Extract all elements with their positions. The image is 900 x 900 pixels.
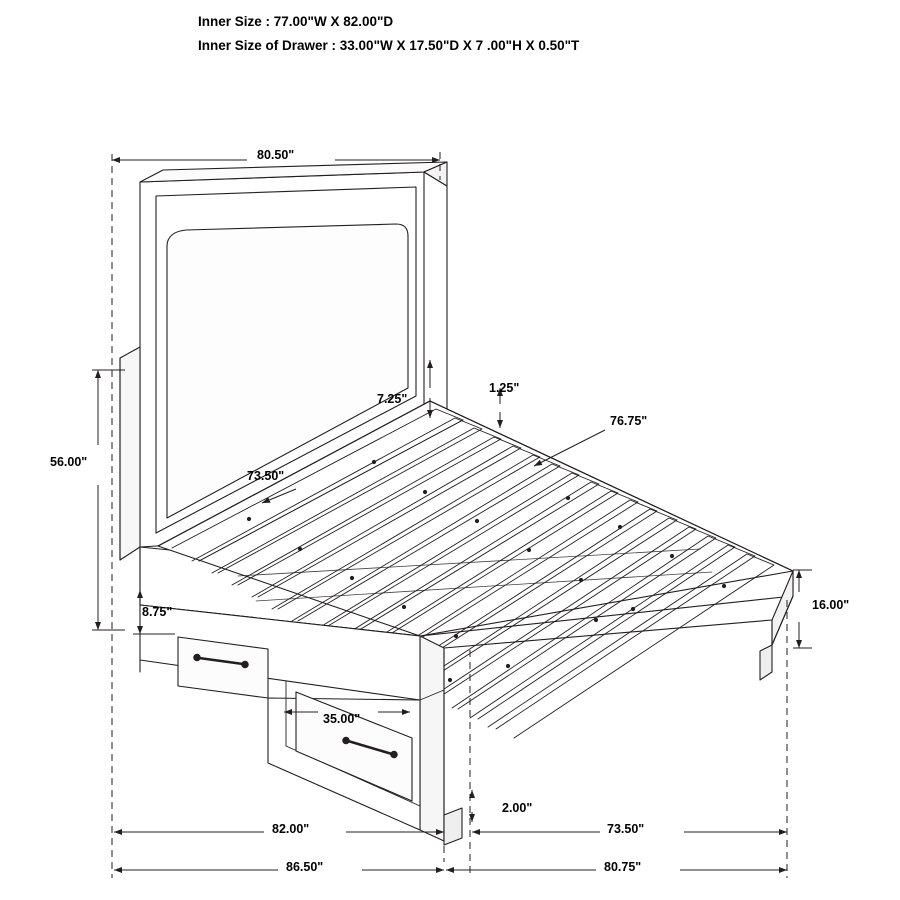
dim-headboard-width: 80.50" [257,148,295,162]
dim-headboard-inset: 7.25" [377,392,408,406]
dim-side-height: 16.00" [812,598,850,612]
dim-deck-width: 76.75" [610,414,648,428]
dim-clearance: 2.00" [502,801,533,815]
inner-size-note: Inner Size : 77.00"W X 82.00"D [198,14,394,29]
dim-rail-height: 8.75" [142,605,173,619]
dim-overall-depth-right: 80.75" [604,860,642,874]
inner-size-drawer-note: Inner Size of Drawer : 33.00"W X 17.50"D X 7 .00"H X 0.50"T [198,38,580,53]
dim-overall-height: 56.00" [50,455,88,469]
dim-slat-length: 73.50" [247,469,285,483]
dim-footboard-depth: 82.00" [272,822,310,836]
dim-drawer-front-width: 35.00" [323,712,361,726]
dim-deck-depth: 73.50" [607,822,645,836]
dim-slat-gap: 1.25" [489,381,520,395]
dim-overall-depth-left: 86.50" [286,860,324,874]
